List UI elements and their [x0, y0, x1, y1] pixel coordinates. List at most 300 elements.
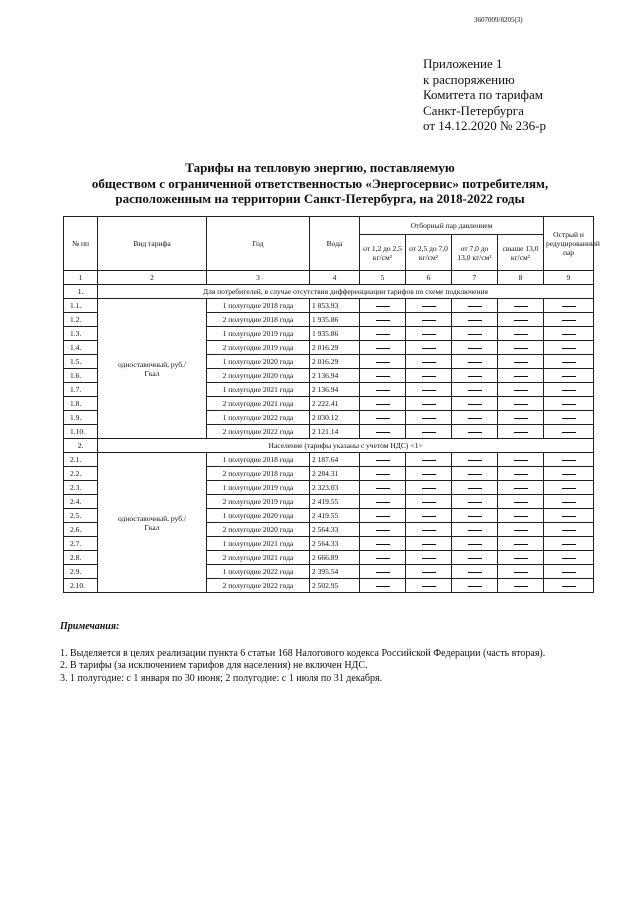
empty-value-cell — [452, 327, 498, 341]
dash-mark — [468, 572, 482, 573]
dash-mark — [468, 348, 482, 349]
dash-mark — [562, 320, 576, 321]
dash-mark — [468, 306, 482, 307]
dash-mark — [514, 348, 528, 349]
section-row — [64, 285, 594, 299]
header-live-steam: Острый и редуцированный пар — [544, 217, 594, 271]
appendix-line: от 14.12.2020 № 236-р — [423, 118, 546, 133]
empty-value-cell — [360, 523, 406, 537]
dash-mark — [376, 348, 390, 349]
empty-value-cell — [452, 313, 498, 327]
dash-mark — [562, 474, 576, 475]
dash-mark — [468, 488, 482, 489]
col-number: 8 — [498, 271, 544, 285]
empty-value-cell — [544, 425, 594, 439]
empty-value-cell — [544, 523, 594, 537]
row-number: 1.1. — [64, 299, 98, 313]
appendix-line: Санкт-Петербурга — [423, 102, 524, 118]
water-value: 2 030.12 — [310, 411, 360, 425]
col-number: 9 — [544, 271, 594, 285]
empty-value-cell — [498, 551, 544, 565]
dash-mark — [376, 572, 390, 573]
empty-value-cell — [452, 551, 498, 565]
dash-mark — [514, 362, 528, 363]
dash-mark — [562, 502, 576, 503]
dash-mark — [376, 516, 390, 517]
water-value: 2 395.54 — [310, 565, 360, 579]
dash-mark — [422, 362, 436, 363]
row-number: 2.5. — [64, 509, 98, 523]
row-number: 2.2. — [64, 467, 98, 481]
empty-value-cell — [498, 299, 544, 313]
empty-value-cell — [452, 509, 498, 523]
dash-mark — [468, 390, 482, 391]
dash-mark — [562, 516, 576, 517]
dash-mark — [376, 432, 390, 433]
col-number: 7 — [452, 271, 498, 285]
empty-value-cell — [498, 467, 544, 481]
year-cell: 2 полугодие 2019 года — [207, 341, 310, 355]
appendix-line: Приложение 1 — [423, 56, 503, 71]
empty-value-cell — [452, 495, 498, 509]
dash-mark — [422, 390, 436, 391]
dash-mark — [468, 544, 482, 545]
empty-value-cell — [544, 397, 594, 411]
empty-value-cell — [360, 565, 406, 579]
empty-value-cell — [360, 383, 406, 397]
section-row — [64, 439, 594, 453]
water-value: 2 564.33 — [310, 537, 360, 551]
dash-mark — [514, 376, 528, 377]
dash-mark — [422, 544, 436, 545]
notes-heading: Примечания: — [60, 621, 120, 632]
empty-value-cell — [498, 495, 544, 509]
empty-value-cell — [452, 341, 498, 355]
dash-mark — [468, 474, 482, 475]
empty-value-cell — [452, 523, 498, 537]
year-cell: 2 полугодие 2018 года — [207, 467, 310, 481]
empty-value-cell — [360, 551, 406, 565]
empty-value-cell — [544, 313, 594, 327]
year-cell: 1 полугодие 2019 года — [207, 327, 310, 341]
row-number: 2.7. — [64, 537, 98, 551]
table-row — [64, 453, 594, 467]
empty-value-cell — [544, 481, 594, 495]
year-cell: 1 полугодие 2019 года — [207, 481, 310, 495]
dash-mark — [468, 586, 482, 587]
dash-mark — [376, 488, 390, 489]
dash-mark — [562, 418, 576, 419]
dash-mark — [468, 404, 482, 405]
col-number: 2 — [98, 271, 207, 285]
empty-value-cell — [406, 495, 452, 509]
empty-value-cell — [498, 579, 544, 593]
empty-value-cell — [406, 453, 452, 467]
dash-mark — [422, 530, 436, 531]
year-cell: 1 полугодие 2020 года — [207, 355, 310, 369]
dash-mark — [422, 488, 436, 489]
dash-mark — [376, 474, 390, 475]
appendix-line: к распоряжению — [423, 71, 515, 87]
dash-mark — [514, 516, 528, 517]
tariff-type-cell: одноставочный, руб./Гкал — [98, 299, 207, 439]
dash-mark — [468, 558, 482, 559]
dash-mark — [422, 334, 436, 335]
row-number: 1.5. — [64, 355, 98, 369]
row-number: 2.1. — [64, 453, 98, 467]
empty-value-cell — [360, 509, 406, 523]
year-cell: 2 полугодие 2022 года — [207, 425, 310, 439]
note-item: 1. Выделяется в целях реализации пункта 6 статьи 168 Налогового кодекса Российской Федерации (часть вторая). — [60, 647, 546, 659]
water-value: 2 502.95 — [310, 579, 360, 593]
dash-mark — [422, 306, 436, 307]
empty-value-cell — [406, 509, 452, 523]
empty-value-cell — [498, 313, 544, 327]
dash-mark — [562, 348, 576, 349]
header-tariff-type: Вид тарифа — [98, 217, 207, 271]
water-value: 2 121.14 — [310, 425, 360, 439]
dash-mark — [468, 362, 482, 363]
empty-value-cell — [498, 397, 544, 411]
header-steam-2: от 2,5 до 7,0 кг/см² — [406, 235, 452, 271]
empty-value-cell — [360, 397, 406, 411]
dash-mark — [376, 376, 390, 377]
empty-value-cell — [452, 411, 498, 425]
row-number: 1.8. — [64, 397, 98, 411]
row-number: 1.4. — [64, 341, 98, 355]
empty-value-cell — [406, 341, 452, 355]
col-number: 1 — [64, 271, 98, 285]
section-title: Для потребителей, в случае отсутствия дифференциации тарифов по схеме подключения — [98, 285, 594, 299]
dash-mark — [514, 306, 528, 307]
dash-mark — [376, 418, 390, 419]
dash-mark — [468, 418, 482, 419]
row-number: 2.8. — [64, 551, 98, 565]
col-number: 5 — [360, 271, 406, 285]
dash-mark — [422, 502, 436, 503]
dash-mark — [468, 376, 482, 377]
year-cell: 2 полугодие 2019 года — [207, 495, 310, 509]
dash-mark — [376, 320, 390, 321]
notes-block — [60, 621, 545, 685]
year-cell: 1 полугодие 2022 года — [207, 411, 310, 425]
dash-mark — [562, 432, 576, 433]
water-value: 1 935.86 — [310, 327, 360, 341]
row-number: 1.9. — [64, 411, 98, 425]
empty-value-cell — [544, 327, 594, 341]
document-number: 3607009/8205(3) — [474, 16, 523, 24]
dash-mark — [376, 390, 390, 391]
water-value: 2 016.29 — [310, 355, 360, 369]
empty-value-cell — [406, 397, 452, 411]
section-number: 1. — [64, 285, 98, 299]
dash-mark — [514, 544, 528, 545]
empty-value-cell — [544, 537, 594, 551]
dash-mark — [376, 334, 390, 335]
dash-mark — [562, 404, 576, 405]
empty-value-cell — [544, 411, 594, 425]
dash-mark — [562, 530, 576, 531]
empty-value-cell — [498, 341, 544, 355]
empty-value-cell — [544, 383, 594, 397]
dash-mark — [376, 404, 390, 405]
dash-mark — [376, 362, 390, 363]
empty-value-cell — [544, 355, 594, 369]
empty-value-cell — [452, 467, 498, 481]
dash-mark — [376, 530, 390, 531]
empty-value-cell — [498, 355, 544, 369]
dash-mark — [422, 558, 436, 559]
header-steam-3: от 7,0 до 13,0 кг/см² — [452, 235, 498, 271]
empty-value-cell — [406, 383, 452, 397]
empty-value-cell — [452, 383, 498, 397]
dash-mark — [514, 432, 528, 433]
empty-value-cell — [498, 425, 544, 439]
empty-value-cell — [360, 411, 406, 425]
dash-mark — [562, 488, 576, 489]
empty-value-cell — [406, 313, 452, 327]
empty-value-cell — [452, 425, 498, 439]
water-value: 2 419.55 — [310, 509, 360, 523]
empty-value-cell — [544, 299, 594, 313]
dash-mark — [422, 348, 436, 349]
empty-value-cell — [406, 425, 452, 439]
empty-value-cell — [360, 467, 406, 481]
header-no: № пп — [64, 217, 98, 271]
section-number: 2. — [64, 439, 98, 453]
water-value: 2 419.55 — [310, 495, 360, 509]
empty-value-cell — [360, 299, 406, 313]
water-value: 2 187.64 — [310, 453, 360, 467]
appendix-line: Комитета по тарифам — [423, 87, 543, 102]
dash-mark — [514, 460, 528, 461]
section-title: Население (тарифы указаны с учетом НДС) <1> — [98, 439, 594, 453]
empty-value-cell — [406, 467, 452, 481]
dash-mark — [514, 502, 528, 503]
year-cell: 1 полугодие 2021 года — [207, 537, 310, 551]
dash-mark — [422, 376, 436, 377]
empty-value-cell — [360, 313, 406, 327]
empty-value-cell — [406, 523, 452, 537]
document-title — [60, 160, 580, 207]
water-value: 2 136.94 — [310, 383, 360, 397]
header-water: Вода — [310, 217, 360, 271]
title-line: Тарифы на тепловую энергию, поставляемую — [185, 160, 455, 175]
empty-value-cell — [406, 565, 452, 579]
empty-value-cell — [452, 369, 498, 383]
row-number: 1.10. — [64, 425, 98, 439]
dash-mark — [514, 488, 528, 489]
empty-value-cell — [544, 579, 594, 593]
empty-value-cell — [360, 537, 406, 551]
year-cell: 2 полугодие 2021 года — [207, 551, 310, 565]
empty-value-cell — [544, 453, 594, 467]
dash-mark — [376, 502, 390, 503]
dash-mark — [514, 474, 528, 475]
dash-mark — [562, 572, 576, 573]
title-line: обществом с ограниченной ответственностью «Энергосервис» потребителям, — [91, 175, 549, 191]
empty-value-cell — [360, 481, 406, 495]
year-cell: 1 полугодие 2020 года — [207, 509, 310, 523]
year-cell: 2 полугодие 2022 года — [207, 579, 310, 593]
dash-mark — [514, 558, 528, 559]
water-value: 2 323.03 — [310, 481, 360, 495]
empty-value-cell — [498, 327, 544, 341]
row-number: 1.2. — [64, 313, 98, 327]
empty-value-cell — [452, 397, 498, 411]
empty-value-cell — [406, 411, 452, 425]
dash-mark — [514, 530, 528, 531]
empty-value-cell — [544, 551, 594, 565]
dash-mark — [468, 320, 482, 321]
dash-mark — [468, 460, 482, 461]
dash-mark — [562, 306, 576, 307]
dash-mark — [562, 586, 576, 587]
year-cell: 2 полугодие 2020 года — [207, 369, 310, 383]
empty-value-cell — [360, 341, 406, 355]
dash-mark — [468, 502, 482, 503]
dash-mark — [422, 432, 436, 433]
empty-value-cell — [498, 383, 544, 397]
empty-value-cell — [406, 369, 452, 383]
dash-mark — [514, 572, 528, 573]
water-value: 2 136.94 — [310, 369, 360, 383]
empty-value-cell — [498, 411, 544, 425]
dash-mark — [376, 586, 390, 587]
empty-value-cell — [452, 565, 498, 579]
row-number: 2.3. — [64, 481, 98, 495]
year-cell: 1 полугодие 2021 года — [207, 383, 310, 397]
row-number: 2.4. — [64, 495, 98, 509]
empty-value-cell — [544, 341, 594, 355]
dash-mark — [468, 334, 482, 335]
empty-value-cell — [406, 327, 452, 341]
water-value: 1 935.86 — [310, 313, 360, 327]
dash-mark — [562, 544, 576, 545]
year-cell: 2 полугодие 2020 года — [207, 523, 310, 537]
title-line: расположенным на территории Санкт-Петербурга, на 2018-2022 годы — [115, 191, 525, 206]
dash-mark — [562, 558, 576, 559]
empty-value-cell — [452, 453, 498, 467]
year-cell: 1 полугодие 2022 года — [207, 565, 310, 579]
empty-value-cell — [498, 523, 544, 537]
note-item: 3. 1 полугодие: с 1 января по 30 июня; 2 полугодие: с 1 июля по 31 декабря. — [60, 672, 383, 684]
table-row — [64, 299, 594, 313]
empty-value-cell — [544, 509, 594, 523]
year-cell: 2 полугодие 2021 года — [207, 397, 310, 411]
empty-value-cell — [544, 369, 594, 383]
water-value: 2 016.29 — [310, 341, 360, 355]
dash-mark — [422, 572, 436, 573]
year-cell: 1 полугодие 2018 года — [207, 453, 310, 467]
empty-value-cell — [544, 565, 594, 579]
dash-mark — [562, 334, 576, 335]
dash-mark — [514, 586, 528, 587]
dash-mark — [514, 320, 528, 321]
dash-mark — [376, 460, 390, 461]
dash-mark — [562, 376, 576, 377]
empty-value-cell — [406, 551, 452, 565]
dash-mark — [514, 418, 528, 419]
water-value: 2 222.41 — [310, 397, 360, 411]
note-item: 2. В тарифы (за исключением тарифов для населения) не включен НДС. — [60, 660, 368, 671]
row-number: 2.6. — [64, 523, 98, 537]
dash-mark — [562, 390, 576, 391]
dash-mark — [562, 460, 576, 461]
empty-value-cell — [360, 425, 406, 439]
empty-value-cell — [360, 579, 406, 593]
dash-mark — [468, 516, 482, 517]
dash-mark — [376, 558, 390, 559]
dash-mark — [376, 306, 390, 307]
empty-value-cell — [406, 481, 452, 495]
water-value: 2 666.89 — [310, 551, 360, 565]
header-steam-4: свыше 13,0 кг/см² — [498, 235, 544, 271]
water-value: 2 284.31 — [310, 467, 360, 481]
year-cell: 1 полугодие 2018 года — [207, 299, 310, 313]
dash-mark — [468, 432, 482, 433]
row-number: 1.7. — [64, 383, 98, 397]
header-steam-1: от 1,2 до 2,5 кг/см² — [360, 235, 406, 271]
water-value: 1 853.93 — [310, 299, 360, 313]
empty-value-cell — [406, 299, 452, 313]
col-number: 3 — [207, 271, 310, 285]
empty-value-cell — [452, 355, 498, 369]
empty-value-cell — [452, 299, 498, 313]
empty-value-cell — [544, 467, 594, 481]
col-number: 6 — [406, 271, 452, 285]
dash-mark — [514, 390, 528, 391]
row-number: 1.6. — [64, 369, 98, 383]
dash-mark — [422, 418, 436, 419]
empty-value-cell — [452, 481, 498, 495]
empty-value-cell — [498, 565, 544, 579]
dash-mark — [468, 530, 482, 531]
empty-value-cell — [498, 369, 544, 383]
dash-mark — [514, 404, 528, 405]
appendix-block — [423, 56, 546, 134]
empty-value-cell — [452, 579, 498, 593]
row-number: 1.3. — [64, 327, 98, 341]
empty-value-cell — [406, 579, 452, 593]
water-value: 2 564.33 — [310, 523, 360, 537]
empty-value-cell — [498, 481, 544, 495]
row-number: 2.9. — [64, 565, 98, 579]
empty-value-cell — [360, 495, 406, 509]
dash-mark — [422, 586, 436, 587]
tariff-type-cell: одноставочный, руб./Гкал — [98, 453, 207, 593]
empty-value-cell — [498, 453, 544, 467]
dash-mark — [422, 474, 436, 475]
dash-mark — [562, 362, 576, 363]
empty-value-cell — [452, 537, 498, 551]
empty-value-cell — [406, 537, 452, 551]
row-number: 2.10. — [64, 579, 98, 593]
tariff-table — [63, 216, 600, 593]
dash-mark — [422, 404, 436, 405]
empty-value-cell — [544, 495, 594, 509]
header-year: Год — [207, 217, 310, 271]
empty-value-cell — [498, 509, 544, 523]
empty-value-cell — [406, 355, 452, 369]
empty-value-cell — [360, 369, 406, 383]
dash-mark — [376, 544, 390, 545]
col-number: 4 — [310, 271, 360, 285]
dash-mark — [422, 320, 436, 321]
empty-value-cell — [498, 537, 544, 551]
dash-mark — [422, 460, 436, 461]
year-cell: 2 полугодие 2018 года — [207, 313, 310, 327]
